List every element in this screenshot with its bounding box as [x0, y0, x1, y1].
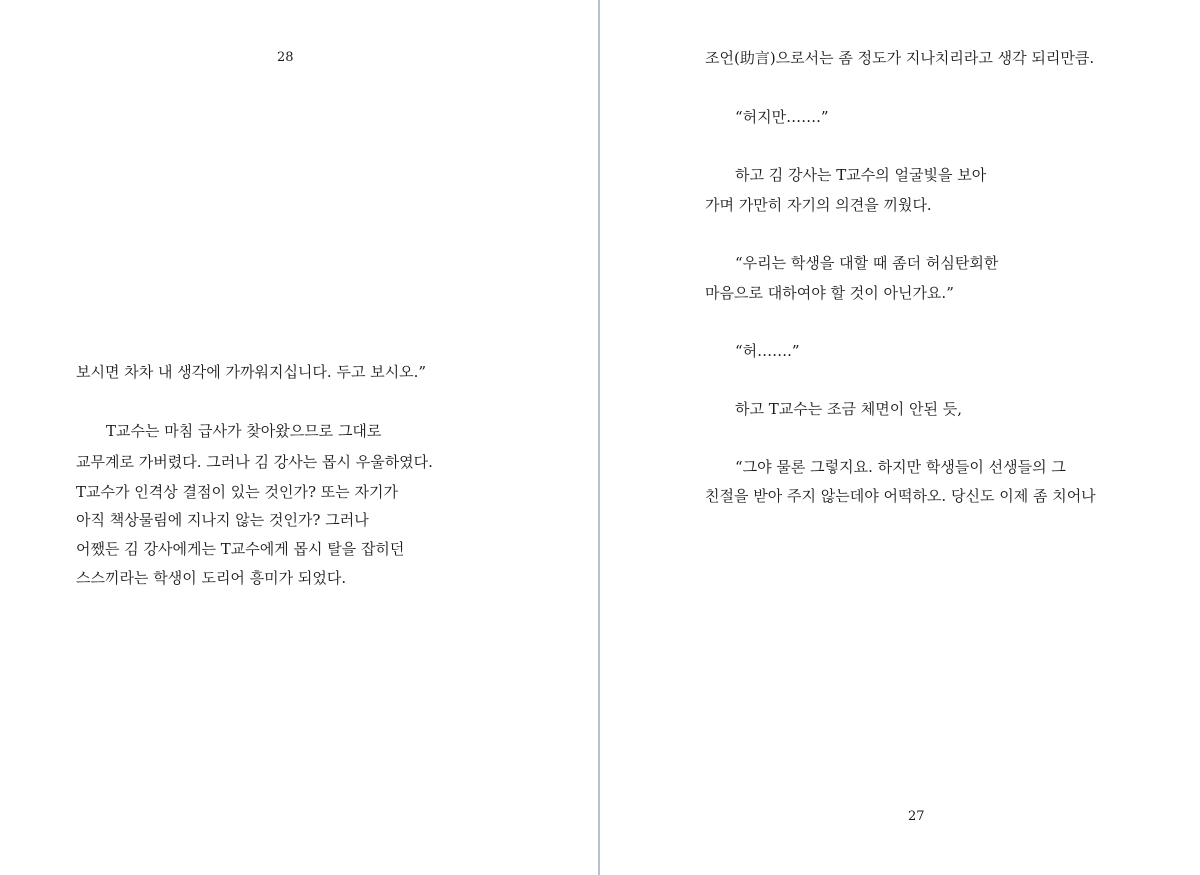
- left-line-3: 교무계로 가버렸다. 그러나 김 강사는 몹시 우울하였다.: [76, 453, 433, 471]
- left-line-2: T교수는 마침 급사가 찾아왔으므로 그대로: [106, 422, 382, 440]
- right-line-4: 가며 가만히 자기의 의견을 끼웠다.: [705, 196, 932, 214]
- page-number-left: 28: [277, 50, 294, 65]
- right-line-6: 마음으로 대하여야 할 것이 아닌가요.”: [705, 284, 954, 302]
- right-line-2: “허지만…….”: [735, 108, 829, 126]
- right-line-8: 하고 T교수는 조금 체면이 안된 듯,: [735, 400, 962, 418]
- right-line-7: “허…….”: [735, 342, 800, 360]
- right-line-5: “우리는 학생을 대할 때 좀더 허심탄회한: [735, 254, 999, 272]
- right-page: [600, 0, 1200, 875]
- left-line-5: 아직 책상물림에 지나지 않는 것인가? 그러나: [76, 511, 369, 529]
- left-line-1: 보시면 차차 내 생각에 가까워지십니다. 두고 보시오.”: [76, 363, 427, 381]
- right-line-3: 하고 김 강사는 T교수의 얼굴빛을 보아: [735, 166, 987, 184]
- left-line-7: 스스끼라는 학생이 도리어 흥미가 되었다.: [76, 569, 347, 587]
- right-line-9: “그야 물론 그렇지요. 하지만 학생들이 선생들의 그: [735, 458, 1066, 476]
- page-number-right: 27: [908, 809, 925, 824]
- left-line-6: 어쨌든 김 강사에게는 T교수에게 몹시 탈을 잡히던: [76, 540, 405, 558]
- right-line-1: 조언(助言)으로서는 좀 정도가 지나치리라고 생각 되리만큼.: [705, 49, 1095, 67]
- left-page: [0, 0, 598, 875]
- left-line-4: T교수가 인격상 결점이 있는 것인가? 또는 자기가: [76, 483, 398, 501]
- right-line-10: 친절을 받아 주지 않는데야 어떡하오. 당신도 이제 좀 치어나: [705, 487, 1096, 505]
